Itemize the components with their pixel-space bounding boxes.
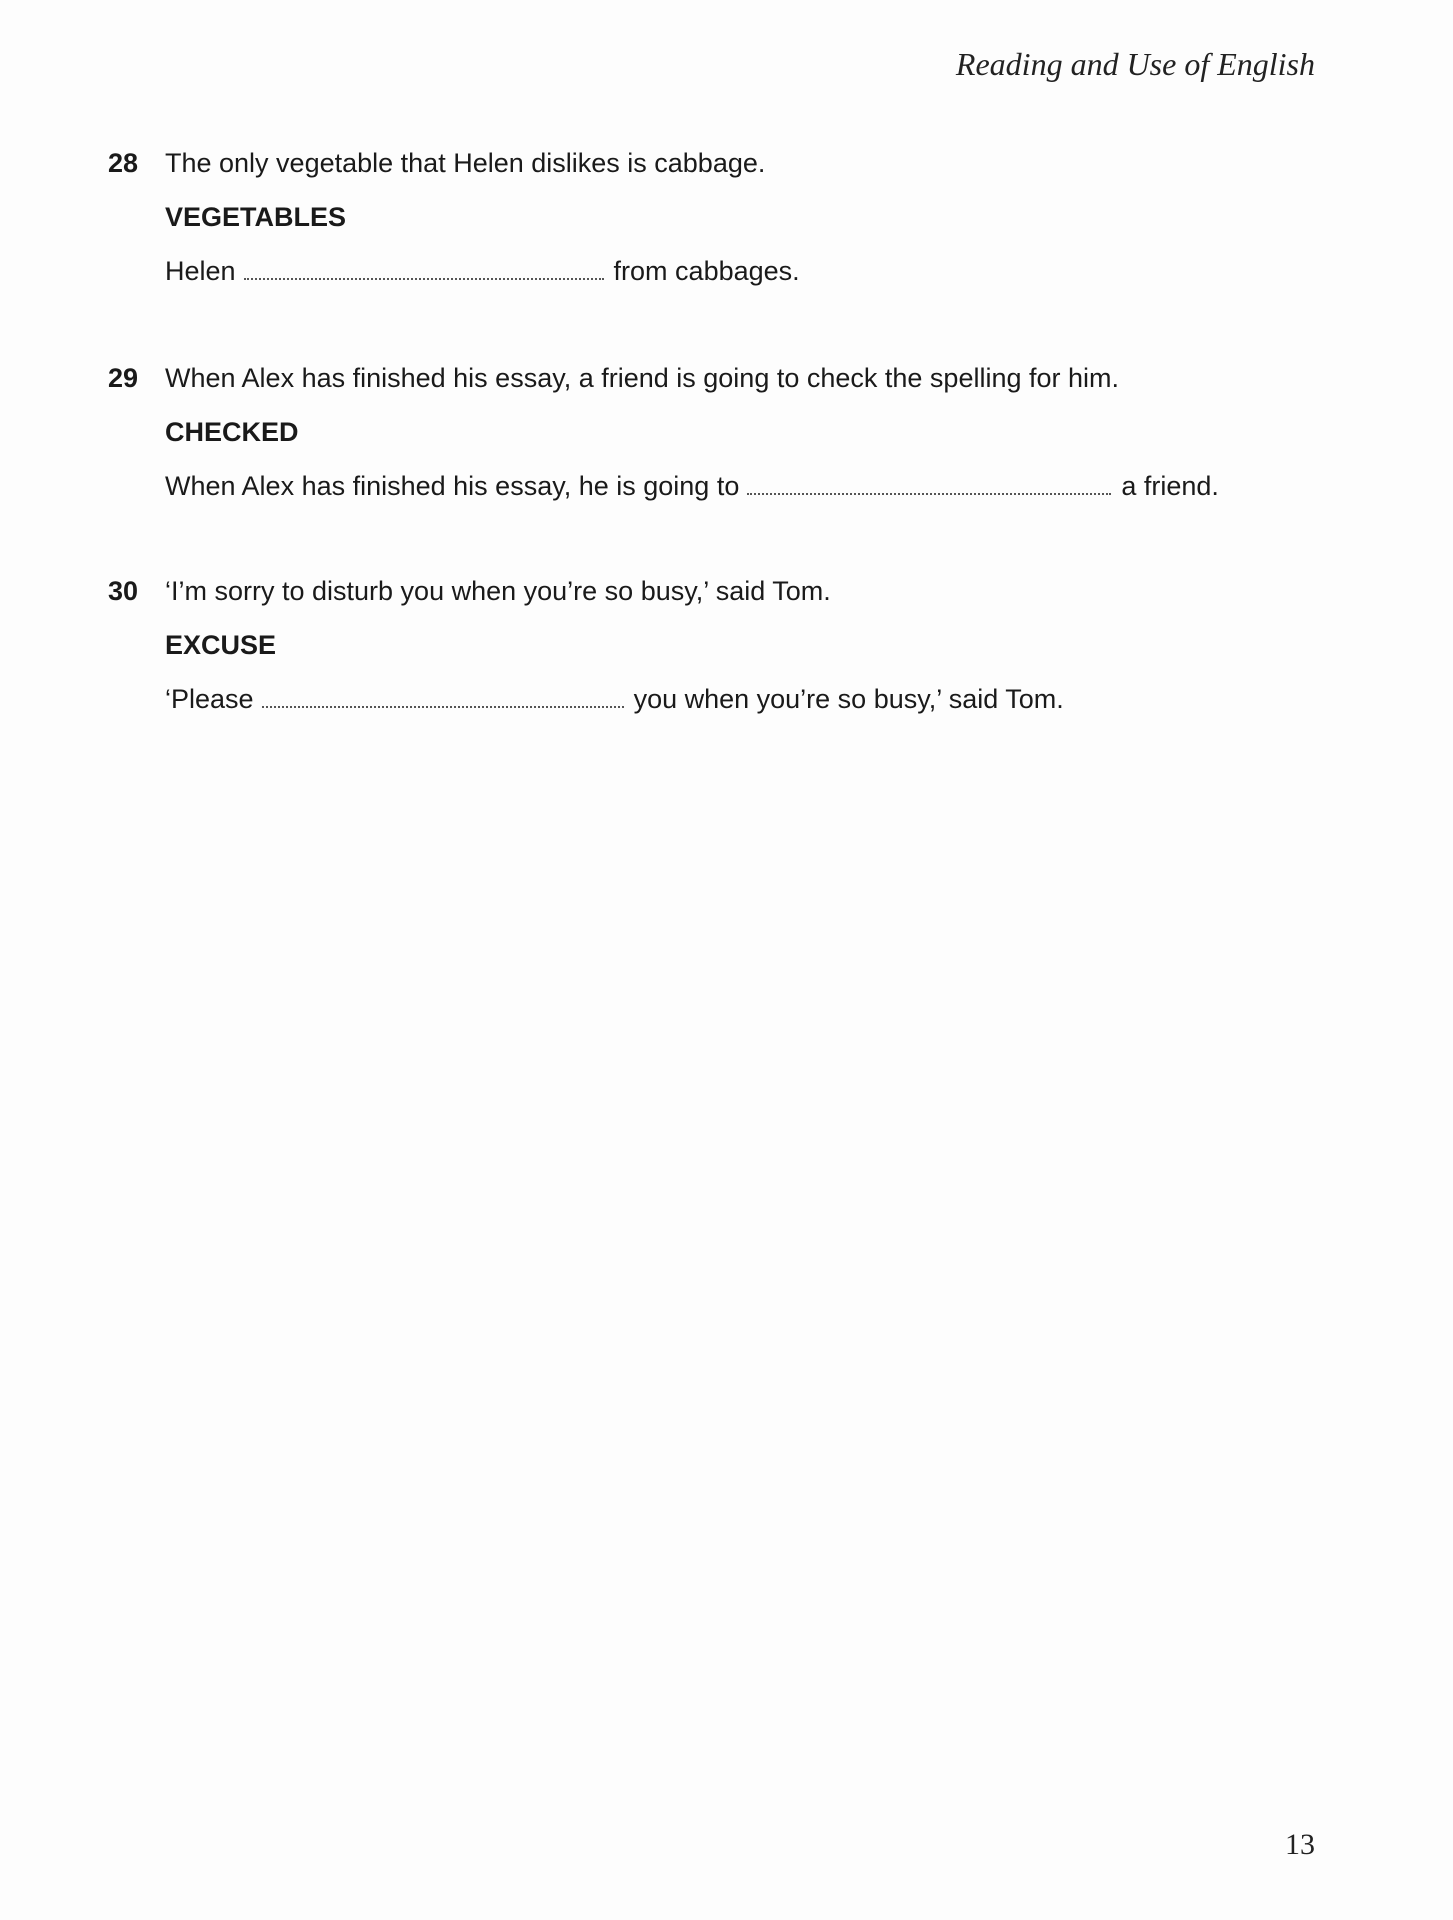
- question-number: 30: [108, 576, 139, 606]
- question-body: [165, 574, 1305, 716]
- answer-suffix: from cabbages.: [613, 256, 800, 286]
- question-keyword: CHECKED: [165, 417, 299, 447]
- question-body: [165, 146, 1305, 288]
- question-number: 28: [108, 148, 139, 178]
- page-number: 13: [1285, 1828, 1315, 1861]
- question-keyword: VEGETABLES: [165, 202, 347, 232]
- answer-line: [165, 469, 1305, 503]
- answer-suffix: you when you’re so busy,’ said Tom.: [633, 684, 1064, 714]
- answer-suffix: a friend.: [1121, 471, 1219, 501]
- answer-prefix: Helen: [165, 256, 236, 286]
- answer-gap[interactable]: [747, 487, 1111, 495]
- question-number: 29: [108, 363, 139, 393]
- question-sentence: ‘I’m sorry to disturb you when you’re so busy,’ said Tom.: [165, 576, 831, 606]
- question-sentence: When Alex has finished his essay, a friend is going to check the spelling for him.: [165, 363, 1120, 393]
- answer-line: [165, 682, 1305, 716]
- answer-gap[interactable]: [244, 272, 604, 280]
- question-keyword: EXCUSE: [165, 630, 277, 660]
- answer-prefix: ‘Please: [165, 684, 254, 714]
- question-body: [165, 361, 1305, 503]
- running-header: Reading and Use of English: [955, 46, 1315, 82]
- question-sentence: The only vegetable that Helen dislikes is cabbage.: [165, 148, 766, 178]
- answer-line: [165, 254, 1305, 288]
- answer-gap[interactable]: [262, 700, 624, 708]
- answer-prefix: When Alex has finished his essay, he is going to: [165, 471, 740, 501]
